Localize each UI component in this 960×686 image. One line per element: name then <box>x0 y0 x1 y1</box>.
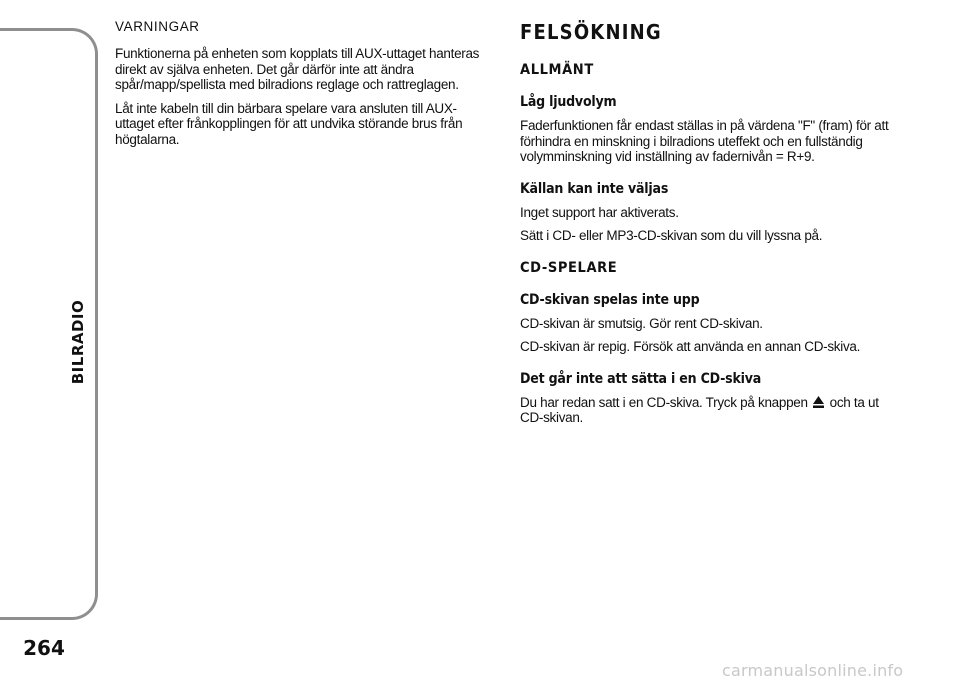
eject-icon <box>813 396 824 408</box>
item-heading-cd-not-playing: CD-skivan spelas inte upp <box>520 291 700 308</box>
item-heading-low-volume: Låg ljudvolym <box>520 94 617 110</box>
warning-paragraph-2: Låt inte kabeln till din bärbara spelare vara ansluten till AUX-uttaget efter frånkopplingen för att undvika störande brus från högtalarna. <box>115 100 463 147</box>
page-title: FELSÖKNING <box>520 20 662 44</box>
item-heading-cd-insert: Det går inte att sätta i en CD-skiva <box>520 370 762 387</box>
item-text-source-1: Inget support har aktiverats. <box>520 204 679 220</box>
section-heading-cd: CD-SPELARE <box>520 259 618 276</box>
item-text-cd-insert <box>520 395 900 426</box>
item-text-cd-scratched: CD-skivan är repig. Försök att använda en annan CD-skiva. <box>520 339 861 354</box>
warning-paragraph-1: Funktionerna på enheten som kopplats till AUX-uttaget hanteras direkt av själva enheten. Det går därför inte att ändra spår/mapp/spellista med bilradions reglage och rattreglagen. <box>115 46 480 92</box>
item-text-source-2: Sätt i CD- eller MP3-CD-skivan som du vill lyssna på. <box>520 228 823 243</box>
section-heading-general: ALLMÄNT <box>520 62 594 78</box>
side-tab-label: BILRADIO <box>69 299 87 385</box>
item-text-low-volume: Faderfunktionen får endast ställas in på värdena "F" (fram) för att förhindra en minskning i bilradions uteffekt och en fullständig volymminskning vid inställning av fadernivån = R+9. <box>520 118 889 164</box>
warnings-heading: VARNINGAR <box>115 19 200 34</box>
item-text-cd-dirty: CD-skivan är smutsig. Gör rent CD-skivan. <box>520 315 763 331</box>
page-number: 264 <box>23 636 65 660</box>
left-column <box>115 19 490 155</box>
item-heading-source: Källan kan inte väljas <box>520 180 669 197</box>
watermark: carmanualsonline.info <box>722 661 904 680</box>
item-text-cd-insert-after: och ta ut CD-skivan. <box>520 394 879 425</box>
right-column <box>520 20 900 434</box>
item-text-cd-insert-before: Du har redan satt i en CD-skiva. Tryck på knappen <box>520 394 808 410</box>
